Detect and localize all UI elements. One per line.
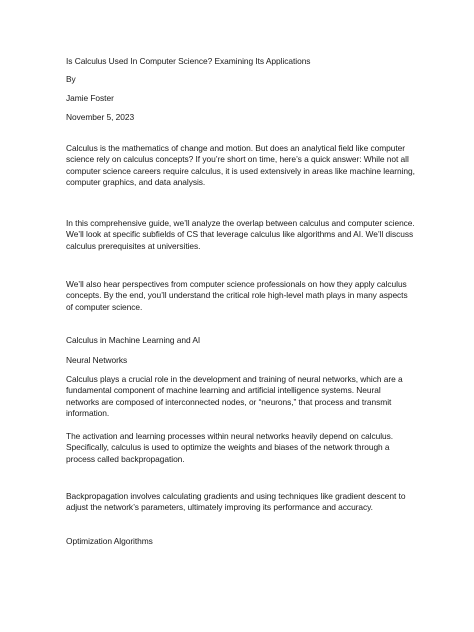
publish-date: November 5, 2023 [66, 112, 135, 122]
author-name: Jamie Foster [66, 93, 114, 103]
subsection-heading: Neural Networks [66, 355, 128, 365]
intro-paragraph-2: In this comprehensive guide, we’ll analyze the overlap between calculus and computer science. We’ll look at specific subfields of CS that leverage calculus like algorithms and AI. We’ll discuss calculus prerequisites at universities. [66, 218, 415, 251]
next-section-heading: Optimization Algorithms [66, 536, 153, 546]
intro-paragraph-3: We’ll also hear perspectives from computer science professionals on how they apply calculus concepts. By the end, you’ll understand the critical role high-level math plays in many aspects of computer science. [66, 279, 408, 312]
section-paragraph-1: Calculus plays a crucial role in the development and training of neural networks, which are a fundamental component of machine learning and artificial intelligence systems. Neural networks are composed of interconnected nodes, or “neurons,” that process and transmit information. [66, 374, 403, 419]
section-paragraph-3: Backpropagation involves calculating gradients and using techniques like gradient descent to adjust the network’s parameters, ultimately improving its performance and accuracy. [66, 491, 406, 513]
document-title: Is Calculus Used In Computer Science? Examining Its Applications [66, 56, 311, 66]
intro-paragraph-1: Calculus is the mathematics of change and motion. But does an analytical field like computer science rely on calculus concepts? If you’re short on time, here’s a quick answer: While not all computer science careers require calculus, it is used extensively in areas like machine learning, computer graphics, and data analysis. [66, 143, 415, 188]
section-heading: Calculus in Machine Learning and AI [66, 335, 201, 345]
section-paragraph-2: The activation and learning processes within neural networks heavily depend on calculus. Specifically, calculus is used to optimize the weights and biases of the network through a process called backpropagation. [66, 431, 394, 464]
byline-label: By [66, 74, 76, 84]
